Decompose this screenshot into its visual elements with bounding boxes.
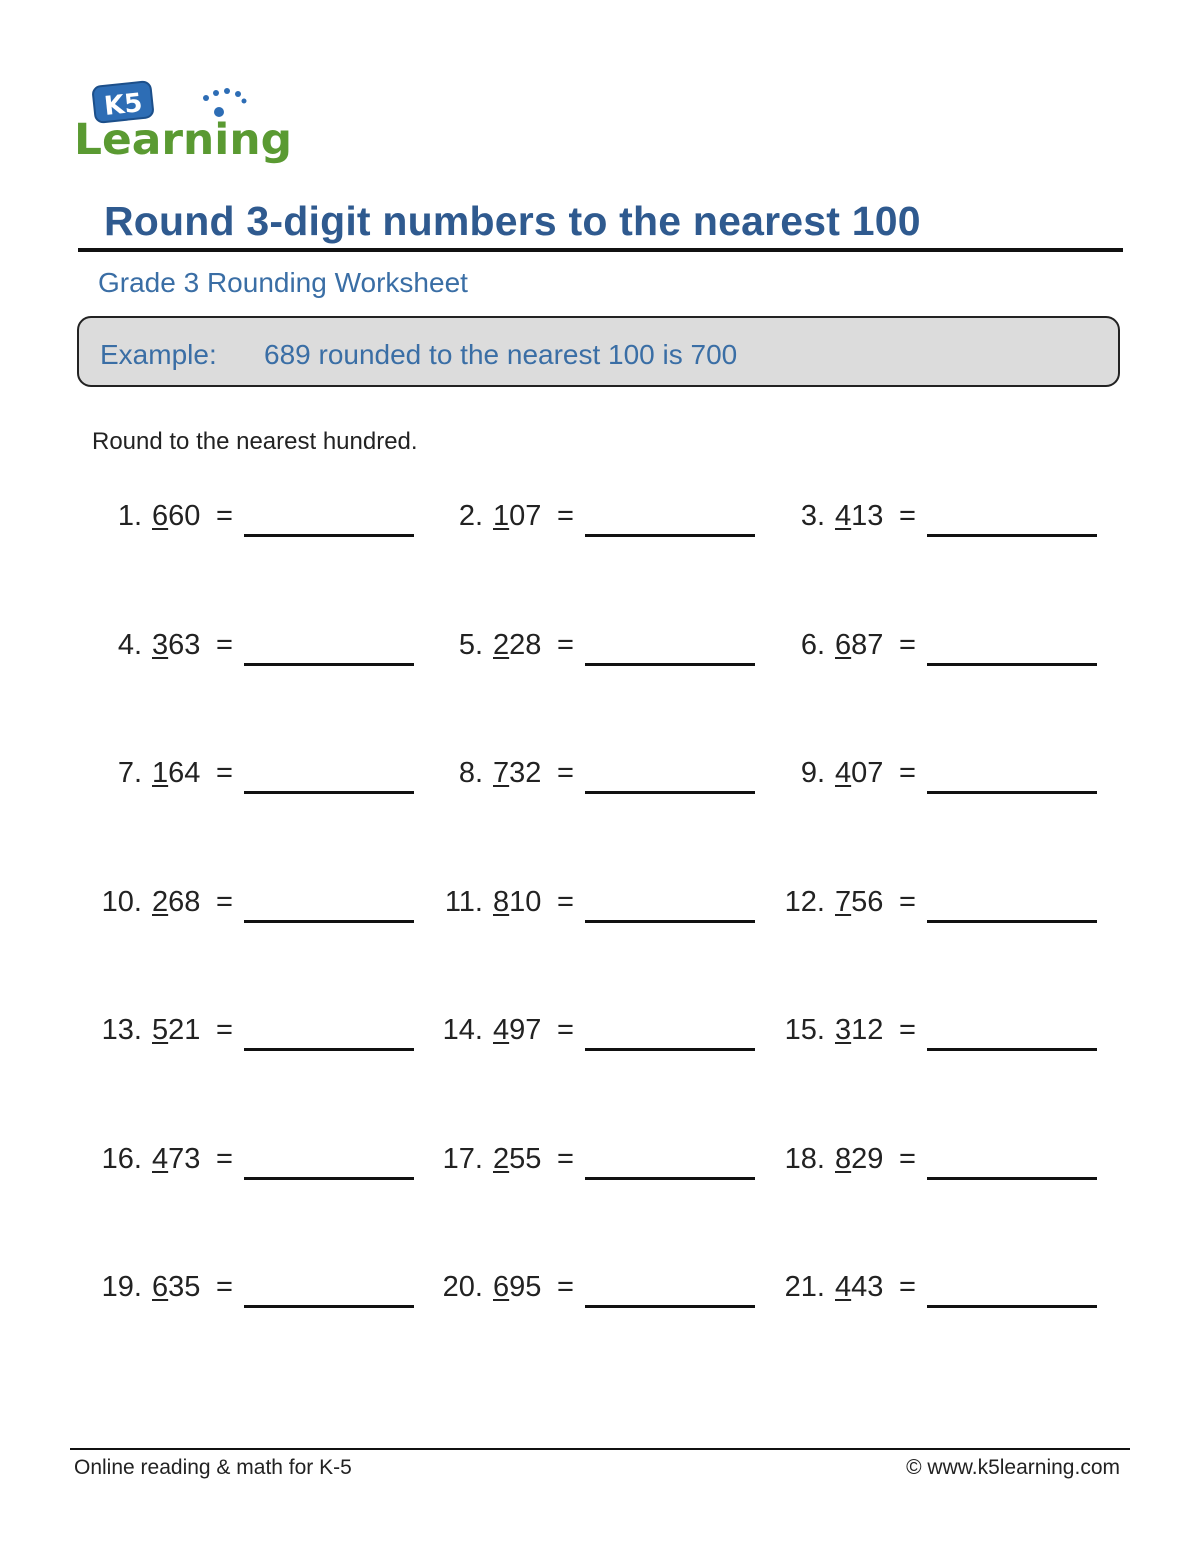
remaining-digits: 21: [168, 1014, 201, 1046]
problem-number: 15.: [784, 1014, 825, 1046]
remaining-digits: 87: [851, 628, 884, 661]
hundreds-digit: 2: [493, 628, 510, 661]
worksheet-subtitle: Grade 3 Rounding Worksheet: [98, 267, 468, 298]
problem-value: [152, 1014, 200, 1047]
hundreds-digit: 6: [493, 1271, 510, 1303]
problem-item: [773, 1143, 1103, 1183]
hundreds-digit: 4: [152, 1142, 169, 1175]
problem-value: [835, 1014, 883, 1047]
problem-number: 5.: [458, 628, 483, 661]
remaining-digits: 07: [509, 500, 542, 532]
remaining-digits: 10: [509, 885, 542, 918]
problem-number: 12.: [784, 885, 825, 918]
example-text: 689 rounded to the nearest 100 is 700: [264, 339, 738, 370]
problem-number: 10.: [101, 885, 142, 918]
equals-sign: =: [557, 1142, 574, 1175]
hundreds-digit: 8: [493, 885, 510, 918]
hundreds-digit: 6: [152, 500, 169, 532]
problem-item: [773, 886, 1103, 926]
equals-sign: =: [899, 885, 916, 918]
remaining-digits: 73: [168, 1142, 201, 1175]
remaining-digits: 97: [509, 1014, 542, 1046]
answer-blank[interactable]: [244, 663, 414, 666]
problem-number: 4.: [117, 628, 142, 661]
footer-website: © www.k5learning.com: [906, 1456, 1120, 1479]
equals-sign: =: [557, 885, 574, 918]
problem-item: [431, 1271, 761, 1311]
problem-value: [835, 500, 883, 533]
problem-value: [493, 886, 541, 919]
problem-item: [431, 500, 761, 540]
problem-value: [493, 500, 541, 533]
answer-blank[interactable]: [585, 791, 755, 794]
problem-value: [152, 1271, 200, 1304]
problem-item: [431, 757, 761, 797]
hundreds-digit: 2: [493, 1142, 510, 1175]
problem-value: [152, 886, 200, 919]
equals-sign: =: [899, 1142, 916, 1175]
example-label: Example:: [100, 339, 217, 370]
logo-wordmark: Learning: [74, 115, 292, 165]
example-box: [77, 316, 1120, 387]
equals-sign: =: [216, 1014, 233, 1046]
problem-number: 2.: [458, 500, 483, 532]
problem-value: [493, 757, 541, 790]
equals-sign: =: [557, 628, 574, 661]
problem-number: 6.: [800, 628, 825, 661]
hundreds-digit: 4: [835, 757, 852, 789]
hundreds-digit: 7: [835, 885, 852, 918]
hundreds-digit: 1: [493, 500, 510, 532]
answer-blank[interactable]: [927, 791, 1097, 794]
problem-item: [431, 1014, 761, 1054]
answer-blank[interactable]: [585, 1305, 755, 1308]
hundreds-digit: 5: [152, 1014, 169, 1046]
answer-blank[interactable]: [927, 920, 1097, 923]
answer-blank[interactable]: [585, 534, 755, 537]
equals-sign: =: [899, 1014, 916, 1046]
answer-blank[interactable]: [927, 1177, 1097, 1180]
problem-value: [152, 500, 200, 533]
title-underline: [78, 248, 1123, 252]
problem-value: [493, 1143, 541, 1176]
remaining-digits: 95: [509, 1271, 542, 1303]
equals-sign: =: [899, 500, 916, 532]
equals-sign: =: [899, 1271, 916, 1303]
problem-value: [835, 629, 883, 662]
problem-value: [493, 1014, 541, 1047]
answer-blank[interactable]: [927, 534, 1097, 537]
equals-sign: =: [216, 885, 233, 918]
problem-item: [773, 500, 1103, 540]
hundreds-digit: 7: [493, 757, 510, 789]
hundreds-digit: 2: [152, 885, 169, 918]
remaining-digits: 68: [168, 885, 201, 918]
problem-value: [493, 629, 541, 662]
logo-badge-text: K5: [102, 88, 144, 122]
hundreds-digit: 6: [152, 1271, 169, 1303]
problem-value: [152, 757, 200, 790]
hundreds-digit: 3: [152, 628, 169, 661]
problem-item: [773, 629, 1103, 669]
problem-item: [90, 757, 420, 797]
equals-sign: =: [557, 500, 574, 532]
remaining-digits: 13: [851, 500, 884, 532]
problem-number: 17.: [442, 1142, 483, 1175]
answer-blank[interactable]: [244, 920, 414, 923]
problem-item: [90, 1143, 420, 1183]
equals-sign: =: [216, 500, 233, 532]
problem-number: 1.: [117, 500, 142, 532]
problem-number: 16.: [101, 1142, 142, 1175]
equals-sign: =: [557, 757, 574, 789]
equals-sign: =: [216, 1142, 233, 1175]
remaining-digits: 12: [851, 1014, 884, 1046]
remaining-digits: 29: [851, 1142, 884, 1175]
problem-item: [90, 629, 420, 669]
instruction-text: Round to the nearest hundred.: [92, 428, 418, 455]
answer-blank[interactable]: [244, 1177, 414, 1180]
answer-blank[interactable]: [244, 1305, 414, 1308]
problem-item: [90, 1014, 420, 1054]
remaining-digits: 60: [168, 500, 201, 532]
remaining-digits: 32: [509, 757, 542, 789]
problem-value: [152, 1143, 200, 1176]
problem-item: [773, 757, 1103, 797]
equals-sign: =: [216, 628, 233, 661]
problem-value: [835, 757, 883, 790]
hundreds-digit: 4: [493, 1014, 510, 1046]
problem-number: 18.: [784, 1142, 825, 1175]
answer-blank[interactable]: [244, 534, 414, 537]
problem-item: [431, 629, 761, 669]
answer-blank[interactable]: [585, 1048, 755, 1051]
problem-number: 14.: [442, 1014, 483, 1046]
equals-sign: =: [216, 1271, 233, 1303]
hundreds-digit: 3: [835, 1014, 852, 1046]
hundreds-digit: 6: [835, 628, 852, 661]
hundreds-digit: 4: [835, 500, 852, 532]
problem-number: 7.: [117, 757, 142, 789]
problem-number: 9.: [800, 757, 825, 789]
problem-item: [90, 886, 420, 926]
equals-sign: =: [899, 757, 916, 789]
answer-blank[interactable]: [585, 920, 755, 923]
remaining-digits: 35: [168, 1271, 201, 1303]
answer-blank[interactable]: [244, 1048, 414, 1051]
equals-sign: =: [216, 757, 233, 789]
problem-item: [90, 500, 420, 540]
problem-number: 20.: [442, 1271, 483, 1303]
problem-value: [493, 1271, 541, 1304]
answer-blank[interactable]: [927, 1048, 1097, 1051]
answer-blank[interactable]: [927, 663, 1097, 666]
hundreds-digit: 1: [152, 757, 169, 789]
k5-learning-logo-graphic: [74, 78, 296, 170]
hundreds-digit: 4: [835, 1271, 852, 1303]
answer-blank[interactable]: [927, 1305, 1097, 1308]
remaining-digits: 63: [168, 628, 201, 661]
problem-value: [835, 886, 883, 919]
remaining-digits: 64: [168, 757, 201, 789]
footer-tagline: Online reading & math for K-5: [74, 1456, 352, 1479]
problem-value: [835, 1271, 883, 1304]
remaining-digits: 28: [509, 628, 542, 661]
answer-blank[interactable]: [585, 663, 755, 666]
problem-number: 3.: [800, 500, 825, 532]
equals-sign: =: [557, 1014, 574, 1046]
problem-number: 21.: [784, 1271, 825, 1303]
problem-value: [152, 629, 200, 662]
k5-learning-logo: [74, 78, 296, 170]
remaining-digits: 55: [509, 1142, 542, 1175]
problem-number: 13.: [101, 1014, 142, 1046]
problem-item: [431, 1143, 761, 1183]
problem-value: [835, 1143, 883, 1176]
remaining-digits: 43: [851, 1271, 884, 1303]
equals-sign: =: [557, 1271, 574, 1303]
problem-item: [431, 886, 761, 926]
equals-sign: =: [899, 628, 916, 661]
problem-item: [773, 1014, 1103, 1054]
hundreds-digit: 8: [835, 1142, 852, 1175]
footer-divider: [70, 1448, 1130, 1450]
answer-blank[interactable]: [585, 1177, 755, 1180]
problem-number: 11.: [444, 885, 483, 918]
problem-number: 8.: [458, 757, 483, 789]
problem-number: 19.: [101, 1271, 142, 1303]
problem-item: [90, 1271, 420, 1311]
answer-blank[interactable]: [244, 791, 414, 794]
problem-item: [773, 1271, 1103, 1311]
worksheet-title: Round 3-digit numbers to the nearest 100: [104, 198, 921, 244]
remaining-digits: 56: [851, 885, 884, 918]
remaining-digits: 07: [851, 757, 884, 789]
